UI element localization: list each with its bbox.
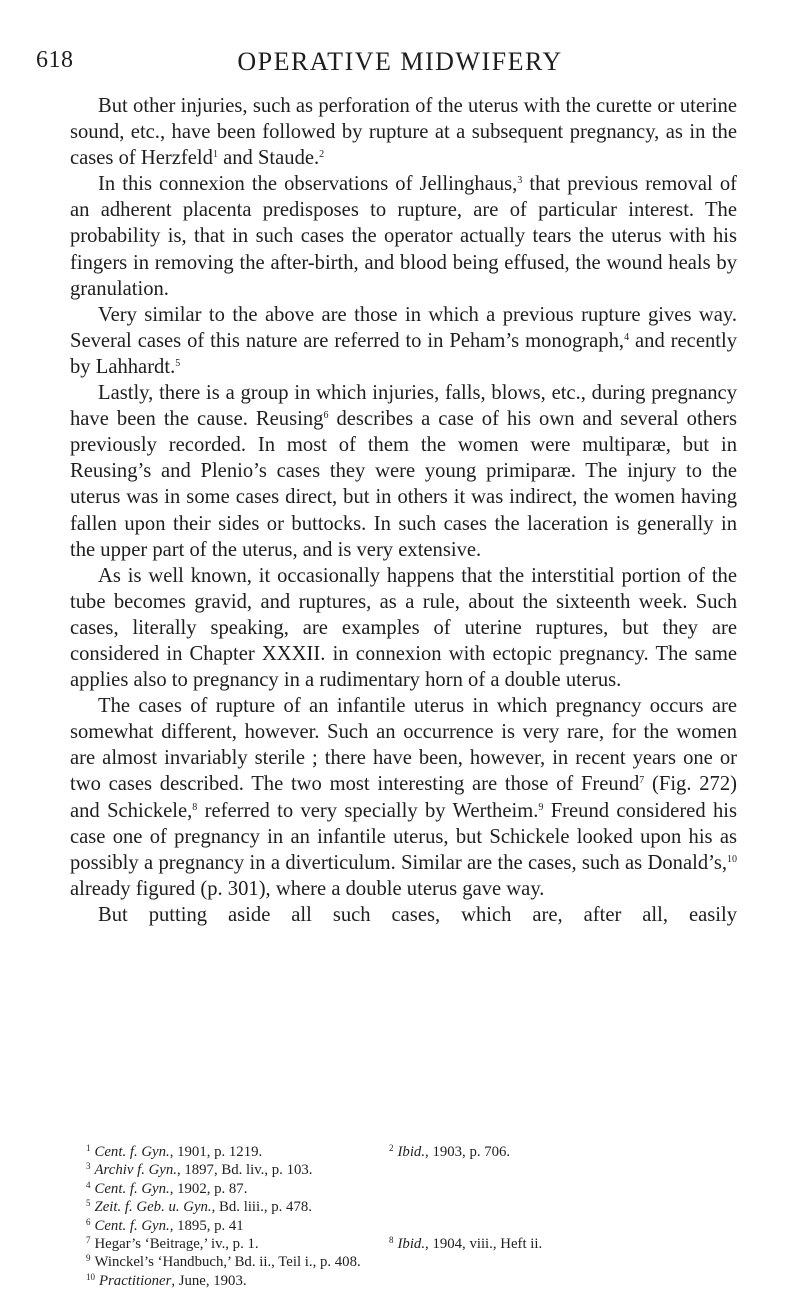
- paragraph: [70, 563, 737, 693]
- footnote-number: 5: [86, 1198, 91, 1209]
- text-run: In this connexion the observations of Jellinghaus,: [98, 173, 518, 196]
- footnote-row: [86, 1217, 736, 1235]
- footnote-ref: 9: [538, 801, 544, 813]
- footnote-number: 4: [86, 1179, 91, 1190]
- footnote-ref: 1: [212, 149, 218, 161]
- footnote-source: Ibid.: [397, 1236, 426, 1253]
- footnote: [86, 1143, 389, 1161]
- text-run: describes a case of his own and several others previously recorded. In most of them the women were multiparæ, but in Reusing’s and Plenio’s cases they were young primiparæ. The injury to the uterus was in some cases direct, but in others it was indirect, the women having fallen upon their sides or buttocks. In such cases the laceration is generally in the upper part of the uterus, and is very extensive.: [70, 408, 737, 561]
- footnote-number: 1: [86, 1143, 91, 1153]
- footnote-ref: 8: [192, 801, 198, 813]
- paragraph: [70, 380, 737, 563]
- footnote-source: Archiv f. Gyn.: [94, 1162, 177, 1179]
- footnote: [86, 1180, 247, 1198]
- footnote-detail: , 1901, p. 1219.: [169, 1144, 263, 1160]
- footnote-source: Cent. f. Gyn.: [94, 1144, 170, 1160]
- footnote-row: [86, 1143, 736, 1161]
- footnote-ref: 2: [319, 149, 325, 161]
- footnote-ref: 4: [624, 331, 630, 343]
- footnote-row: [86, 1235, 736, 1253]
- text-run: As is well known, it occasionally happens that the interstitial portion of the tube becomes gravid, and ruptures, as a rule, about the sixteenth week. Such cases, literally speaking, are examples of uterine ruptures, but they are considered in Chapter XXXII. in connexion with ectopic pregnancy. The same applies also to pregnancy in a rudimentary horn of a double uterus.: [70, 564, 737, 692]
- text-run: Lastly, there is a group in which injuries, falls, blows, etc., during pregnancy have been the cause. Reusing: [70, 382, 737, 431]
- footnote: [86, 1198, 312, 1216]
- paragraph: [70, 302, 737, 380]
- footnote-source: Cent. f. Gyn.: [94, 1180, 170, 1197]
- footnote-detail: Hegar’s ‘Beitrage,’ iv., p. 1.: [94, 1236, 259, 1253]
- text-run: The cases of rupture of an infantile uterus in which pregnancy occurs are somewhat different, however. Such an occurrence is very rare, for the women are almost invariably sterile ; there have been, however, in recent years one or two cases described. The two most interesting are those of Freund: [70, 695, 737, 796]
- footnote-detail: , June, 1903.: [171, 1272, 247, 1289]
- footnote-row: [86, 1198, 736, 1216]
- paragraph: [70, 171, 737, 301]
- footnote-ref: 5: [175, 357, 181, 369]
- footnote-number: 10: [86, 1271, 95, 1282]
- text-run: that previous removal of an adherent placenta predisposes to rupture, are of particular interest. The probability is, that in such cases the operator actually tears the uterus with his fingers in removing the after-birth, and blood being effused, the wound heals by granulation.: [70, 173, 737, 300]
- text-run: But other injuries, such as perforation of the uterus with the curette or uterine sound, etc., have been followed by rupture at a subsequent pregnancy, as in the cases of Herzfeld: [70, 95, 737, 170]
- footnote-source: Ibid.: [397, 1144, 426, 1160]
- footnote-row: [86, 1180, 736, 1198]
- footnote-row: [86, 1161, 736, 1179]
- text-run: and Staude.: [217, 147, 320, 170]
- footnote: [86, 1235, 389, 1253]
- footnote: [86, 1253, 361, 1271]
- text-run: But putting aside all such cases, which are, after all, easily: [98, 903, 737, 926]
- footnote-source: Zeit. f. Geb. u. Gyn.: [94, 1199, 212, 1216]
- footnote-number: 9: [86, 1253, 91, 1264]
- footnote-detail: , 1904, viii., Heft ii.: [425, 1236, 543, 1253]
- footnote-detail: Winckel’s ‘Handbuch,’ Bd. ii., Teil i., p. 408.: [94, 1254, 361, 1271]
- body-text: [70, 93, 737, 928]
- footnote-number: 6: [86, 1216, 91, 1227]
- paragraph: [70, 902, 737, 928]
- footnote-detail: , 1903, p. 706.: [425, 1144, 511, 1160]
- footnote-row: [86, 1272, 736, 1290]
- footnote-row: [86, 1253, 736, 1271]
- text-run: Very similar to the above are those in which a previous rupture gives way. Several cases of this nature are referred to in Peham’s monograph,: [70, 303, 737, 352]
- text-run: and recently by Lahhardt.: [70, 329, 737, 378]
- page-header: [36, 47, 764, 77]
- paragraph: [70, 693, 737, 902]
- text-run: Freund considered his case one of pregnancy in an infantile uterus, but Schickele looked upon his as possibly a pregnancy in a diverticulum. Similar are the cases, such as Donald’s,: [70, 799, 737, 874]
- footnote: [389, 1235, 542, 1253]
- footnote: [389, 1143, 510, 1161]
- paragraph: [70, 93, 737, 171]
- text-run: already figured (p. 301), where a double uterus gave way.: [70, 877, 545, 900]
- footnote-detail: , 1895, p. 41: [169, 1217, 244, 1234]
- footnote-source: Cent. f. Gyn.: [94, 1217, 170, 1234]
- footnote-ref: 3: [517, 175, 523, 187]
- footnote-detail: , 1902, p. 87.: [169, 1180, 248, 1197]
- footnote-number: 7: [86, 1235, 91, 1246]
- footnote-number: 3: [86, 1161, 91, 1172]
- text-run: (Fig. 272) and Schickele,: [70, 773, 737, 822]
- footnote-ref: 7: [639, 775, 645, 787]
- footnote-detail: , Bd. liii., p. 478.: [211, 1199, 312, 1216]
- footnote: [86, 1217, 244, 1235]
- footnote-ref: 10: [727, 853, 737, 865]
- footnote: [86, 1272, 247, 1290]
- footnote: [86, 1161, 312, 1179]
- footnote-detail: , 1897, Bd. liv., p. 103.: [176, 1162, 313, 1179]
- footnotes: [86, 1143, 736, 1290]
- footnote-source: Practitioner: [99, 1272, 172, 1289]
- running-title: OPERATIVE MIDWIFERY: [237, 47, 563, 76]
- footnote-ref: 6: [323, 410, 329, 422]
- text-run: referred to very specially by Wertheim.: [197, 799, 539, 822]
- footnote-number: 2: [389, 1143, 394, 1153]
- page-number: 618: [36, 47, 74, 73]
- footnote-number: 8: [389, 1235, 394, 1246]
